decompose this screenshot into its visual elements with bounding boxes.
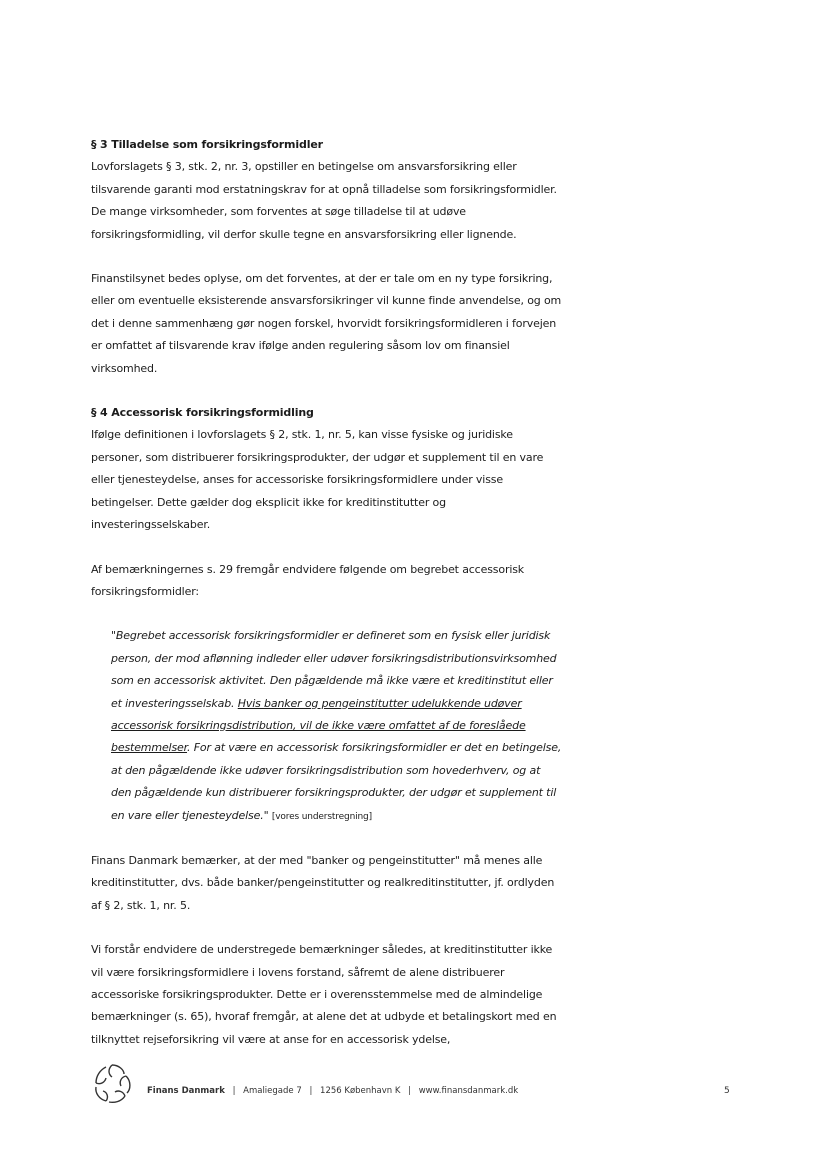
section-4-paragraph-3: Finans Danmark bemærker, at der med "banker og pengeinstitutter" må menes alle kreditinstitutter, dvs. både banker/pengeinstitutter og realkreditinstitutter, jf. ordlyden af § 2, stk. 1, nr. 5. [91, 853, 555, 912]
section-4-heading: § 4 Accessorisk forsikringsformidling [91, 406, 314, 420]
section-3-paragraph-2: Finanstilsynet bedes oplyse, om det forventes, at der er tale om en ny type forsikring, eller om eventuelle eksisterende ansvarsforsikringer vil kunne finde anvendelse, og om det i denne sammenhæng gør nogen forskel, hvorvidt forsikringsformidleren i forvejen er omfattet af tilsvarende krav ifølge anden regulering såsom lov om finansiel virksomhed. [91, 272, 562, 375]
section-3-heading: § 3 Tilladelse som forsikringsformidler [91, 138, 323, 151]
page-body [91, 134, 563, 1051]
footer-city: 1256 København K [320, 1086, 401, 1096]
footer-address-line: Finans Danmark | Amaliegade 7 | 1256 København K | www.finansdanmark.dk [147, 1086, 519, 1096]
section-4-paragraph-4: Vi forstår endvidere de understregede bemærkninger således, at kreditinstitutter ikke vil være forsikringsformidlere i lovens forstand, såfremt de alene distribuerer accessoriske forsikringsprodukter. Dette er i overensstemmelse med de almindelige bemærkninger (s. 65), hvoraf fremgår, at alene det at udbyde et betalingskort med en tilknyttet rejseforsikring vil være at anse for en accessorisk ydelse, [91, 943, 557, 1046]
footer-street: Amaliegade 7 [243, 1086, 302, 1096]
block-quote [111, 625, 563, 828]
footer-organization: Finans Danmark [147, 1086, 225, 1096]
section-4-paragraph-2: Af bemærkningernes s. 29 fremgår endvidere følgende om begrebet accessorisk forsikringsformidler: [91, 562, 525, 598]
quote-text-2: . For at være en accessorisk forsikringsformidler er det en betingelse, at den pågældende ikke udøver forsikringsdistribution som hovederhverv, og at den pågældende kun distribuerer forsikringsprodukter, der udgør et supplement til en vare eller tjenesteydelse." [111, 741, 562, 822]
page-number: 5 [724, 1086, 730, 1096]
quote-text-1: "Begrebet accessorisk forsikringsformidler er defineret som en fysisk eller juridisk person, der mod aflønning indleder eller udøver forsikringsdistributionsvirksomhed som en accessorisk aktivitet. Den pågældende må ikke være et kreditinstitut eller et investeringsselskab. [111, 629, 557, 710]
section-4-paragraph-1: Ifølge definitionen i lovforslagets § 2, stk. 1, nr. 5, kan visse fysiske og juridiske personer, som distribuerer forsikringsprodukter, der udgør et supplement til en vare eller tjenesteydelse, anses for accessoriske forsikringsformidlere under visse betingelser. Dette gælder dog eksplicit ikke for kreditinstitutter og investeringsselskaber. [91, 428, 544, 532]
section-3-paragraph-1: Lovforslagets § 3, stk. 2, nr. 3, opstiller en betingelse om ansvarsforsikring eller tilsvarende garanti mod erstatningskrav for at opnå tilladelse som forsikringsformidler. De mange virksomheder, som forventes at søge tilladelse til at udøve forsikringsformidling, vil derfor skulle tegne en ansvarsforsikring eller lignende. [91, 160, 557, 241]
quote-note: [vores understregning] [271, 811, 372, 822]
page-footer [91, 1062, 741, 1112]
footer-website: www.finansdanmark.dk [418, 1086, 519, 1096]
finans-danmark-logo-icon [91, 1062, 133, 1106]
quote-underlined-text: Hvis banker og pengeinstitutter udelukkende udøver accessorisk forsikringsdistribution, vil de ikke være omfattet af de foreslåede bestemmelser [111, 696, 526, 755]
